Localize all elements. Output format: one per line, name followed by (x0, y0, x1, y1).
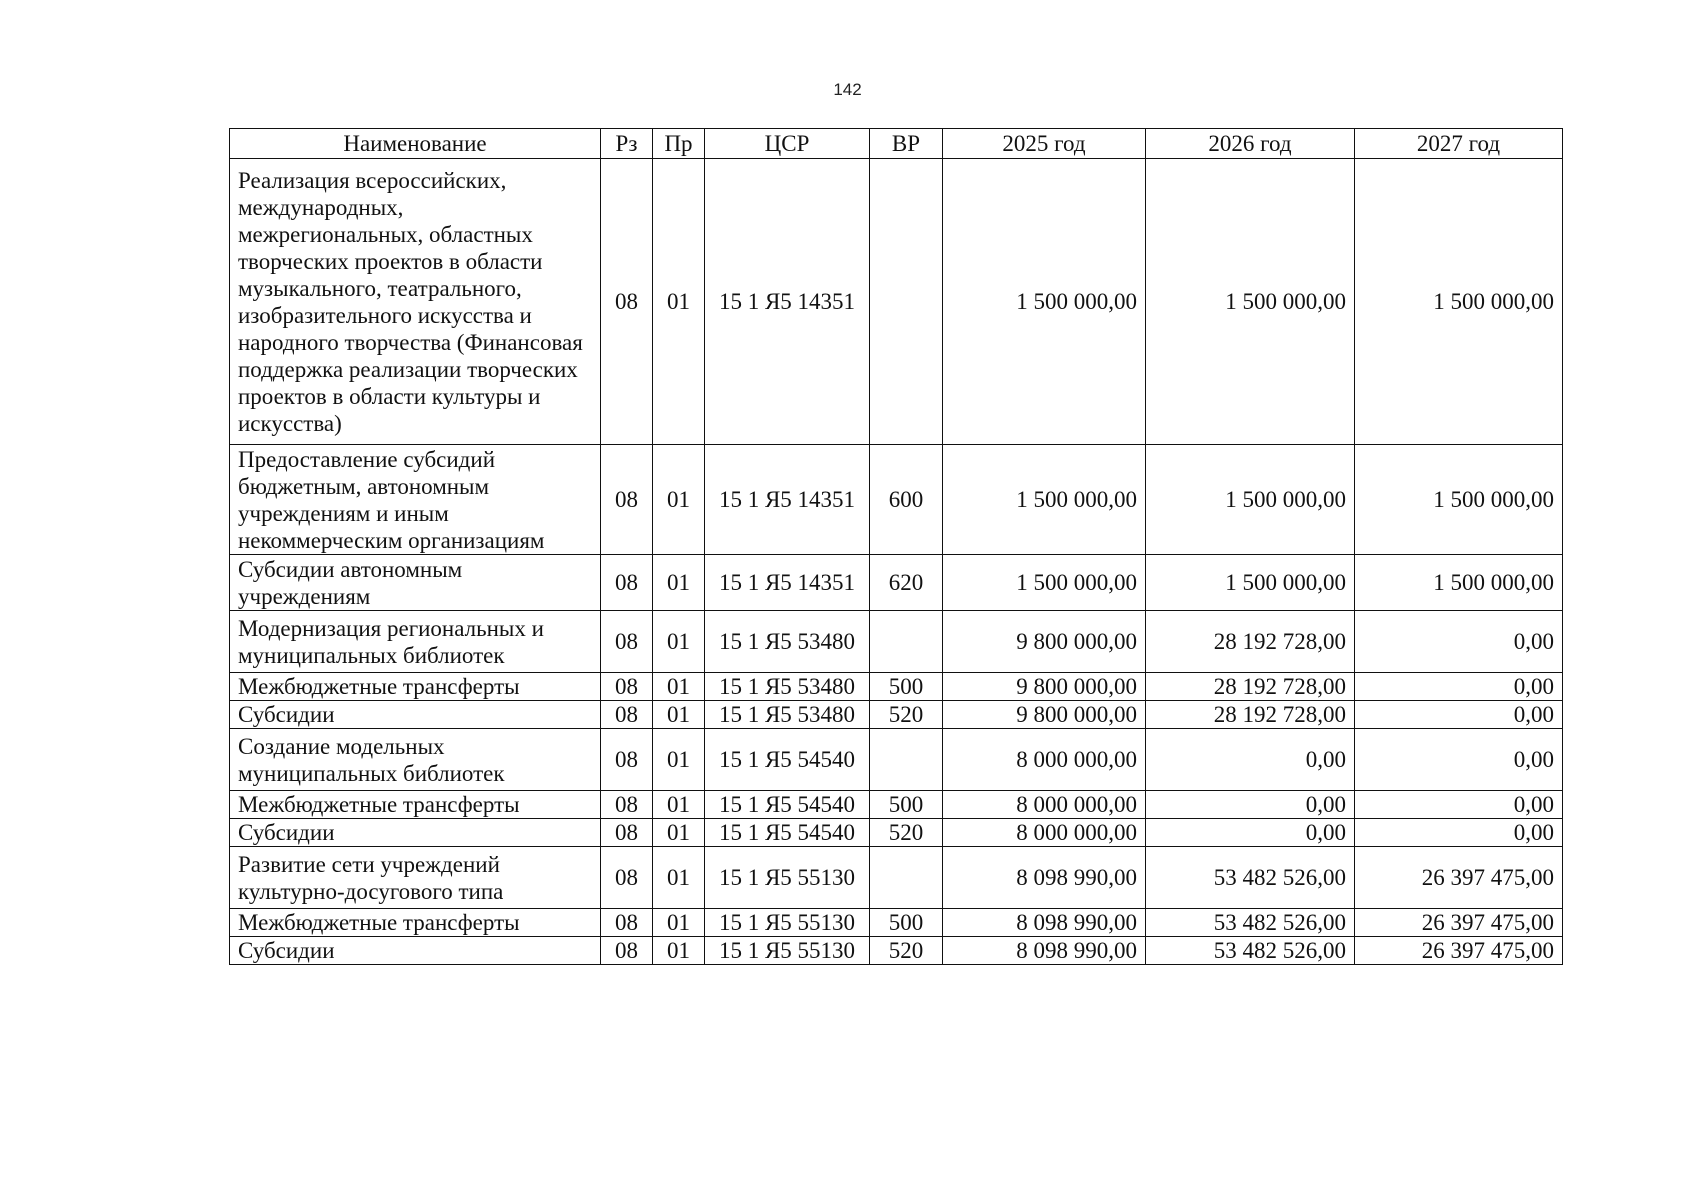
row-name: Создание модельных муниципальных библиотек (230, 729, 601, 791)
row-pr: 01 (653, 819, 705, 847)
row-name: Субсидии автономным учреждениям (230, 555, 601, 611)
row-csr: 15 1 Я5 54540 (705, 729, 870, 791)
header-2025: 2025 год (943, 129, 1146, 159)
header-2027: 2027 год (1355, 129, 1563, 159)
row-csr: 15 1 Я5 14351 (705, 445, 870, 555)
row-2027: 26 397 475,00 (1355, 847, 1563, 909)
row-rz: 08 (601, 611, 653, 673)
row-2026: 1 500 000,00 (1146, 555, 1355, 611)
row-name: Субсидии (230, 937, 601, 965)
row-pr: 01 (653, 729, 705, 791)
row-csr: 15 1 Я5 53480 (705, 701, 870, 729)
row-2027: 0,00 (1355, 819, 1563, 847)
table-row (230, 791, 1563, 819)
row-2027: 26 397 475,00 (1355, 909, 1563, 937)
header-name: Наименование (230, 129, 601, 159)
row-2025: 8 000 000,00 (943, 791, 1146, 819)
row-2026: 28 192 728,00 (1146, 701, 1355, 729)
row-2027: 0,00 (1355, 673, 1563, 701)
row-2025: 1 500 000,00 (943, 445, 1146, 555)
row-csr: 15 1 Я5 53480 (705, 673, 870, 701)
row-name: Модернизация региональных и муниципальных библиотек (230, 611, 601, 673)
row-2026: 28 192 728,00 (1146, 611, 1355, 673)
row-name: Реализация всероссийских, международных, межрегиональных, областных творческих проектов в области музыкального, театрального, изобразительного искусства и народного творчества (Финансовая поддержка реализации творческих проектов в области культуры и искусства) (230, 159, 601, 445)
row-pr: 01 (653, 555, 705, 611)
row-csr: 15 1 Я5 14351 (705, 159, 870, 445)
row-pr: 01 (653, 791, 705, 819)
row-vr: 520 (870, 701, 943, 729)
row-name: Развитие сети учреждений культурно-досугового типа (230, 847, 601, 909)
row-rz: 08 (601, 909, 653, 937)
row-2026: 53 482 526,00 (1146, 937, 1355, 965)
row-2025: 8 000 000,00 (943, 729, 1146, 791)
row-name: Межбюджетные трансферты (230, 909, 601, 937)
row-2025: 8 098 990,00 (943, 937, 1146, 965)
row-csr: 15 1 Я5 53480 (705, 611, 870, 673)
row-csr: 15 1 Я5 54540 (705, 819, 870, 847)
row-vr: 620 (870, 555, 943, 611)
row-2027: 1 500 000,00 (1355, 555, 1563, 611)
row-csr: 15 1 Я5 54540 (705, 791, 870, 819)
row-2026: 1 500 000,00 (1146, 159, 1355, 445)
row-2027: 1 500 000,00 (1355, 159, 1563, 445)
row-pr: 01 (653, 445, 705, 555)
row-2025: 8 098 990,00 (943, 909, 1146, 937)
table-row (230, 847, 1563, 909)
row-name: Предоставление субсидий бюджетным, автономным учреждениям и иным некоммерческим организациям (230, 445, 601, 555)
row-name: Субсидии (230, 819, 601, 847)
row-2025: 8 098 990,00 (943, 847, 1146, 909)
row-rz: 08 (601, 445, 653, 555)
row-2027: 26 397 475,00 (1355, 937, 1563, 965)
row-vr: 500 (870, 673, 943, 701)
row-pr: 01 (653, 909, 705, 937)
row-2025: 9 800 000,00 (943, 701, 1146, 729)
row-2025: 9 800 000,00 (943, 611, 1146, 673)
row-pr: 01 (653, 673, 705, 701)
header-2026: 2026 год (1146, 129, 1355, 159)
header-csr: ЦСР (705, 129, 870, 159)
table-row (230, 909, 1563, 937)
table-row (230, 701, 1563, 729)
row-csr: 15 1 Я5 55130 (705, 909, 870, 937)
row-vr (870, 159, 943, 445)
row-2027: 0,00 (1355, 701, 1563, 729)
row-2027: 0,00 (1355, 791, 1563, 819)
row-rz: 08 (601, 673, 653, 701)
row-csr: 15 1 Я5 14351 (705, 555, 870, 611)
row-vr (870, 611, 943, 673)
row-2027: 1 500 000,00 (1355, 445, 1563, 555)
row-rz: 08 (601, 791, 653, 819)
header-vr: ВР (870, 129, 943, 159)
row-2026: 28 192 728,00 (1146, 673, 1355, 701)
row-vr: 600 (870, 445, 943, 555)
table-row (230, 159, 1563, 445)
row-pr: 01 (653, 611, 705, 673)
table-row (230, 555, 1563, 611)
row-pr: 01 (653, 701, 705, 729)
row-rz: 08 (601, 847, 653, 909)
row-2026: 1 500 000,00 (1146, 445, 1355, 555)
row-2027: 0,00 (1355, 729, 1563, 791)
page-number: 142 (833, 80, 862, 99)
header-rz: Рз (601, 129, 653, 159)
row-rz: 08 (601, 819, 653, 847)
row-vr: 520 (870, 819, 943, 847)
row-rz: 08 (601, 555, 653, 611)
header-pr: Пр (653, 129, 705, 159)
table-row (230, 445, 1563, 555)
row-2027: 0,00 (1355, 611, 1563, 673)
row-vr: 500 (870, 791, 943, 819)
row-2026: 0,00 (1146, 791, 1355, 819)
table-row (230, 937, 1563, 965)
row-name: Межбюджетные трансферты (230, 673, 601, 701)
table-row (230, 819, 1563, 847)
row-rz: 08 (601, 701, 653, 729)
row-2025: 1 500 000,00 (943, 555, 1146, 611)
row-2026: 53 482 526,00 (1146, 909, 1355, 937)
row-rz: 08 (601, 729, 653, 791)
row-vr: 500 (870, 909, 943, 937)
row-rz: 08 (601, 159, 653, 445)
row-2026: 0,00 (1146, 819, 1355, 847)
header-row (230, 129, 1563, 159)
table-row (230, 611, 1563, 673)
row-name: Субсидии (230, 701, 601, 729)
row-2026: 53 482 526,00 (1146, 847, 1355, 909)
row-rz: 08 (601, 937, 653, 965)
row-2026: 0,00 (1146, 729, 1355, 791)
row-vr (870, 729, 943, 791)
row-vr (870, 847, 943, 909)
row-csr: 15 1 Я5 55130 (705, 847, 870, 909)
table-row (230, 673, 1563, 701)
budget-table (229, 128, 1563, 965)
table-row (230, 729, 1563, 791)
row-pr: 01 (653, 159, 705, 445)
row-2025: 8 000 000,00 (943, 819, 1146, 847)
row-2025: 1 500 000,00 (943, 159, 1146, 445)
row-vr: 520 (870, 937, 943, 965)
row-name: Межбюджетные трансферты (230, 791, 601, 819)
row-pr: 01 (653, 937, 705, 965)
row-pr: 01 (653, 847, 705, 909)
row-csr: 15 1 Я5 55130 (705, 937, 870, 965)
row-2025: 9 800 000,00 (943, 673, 1146, 701)
